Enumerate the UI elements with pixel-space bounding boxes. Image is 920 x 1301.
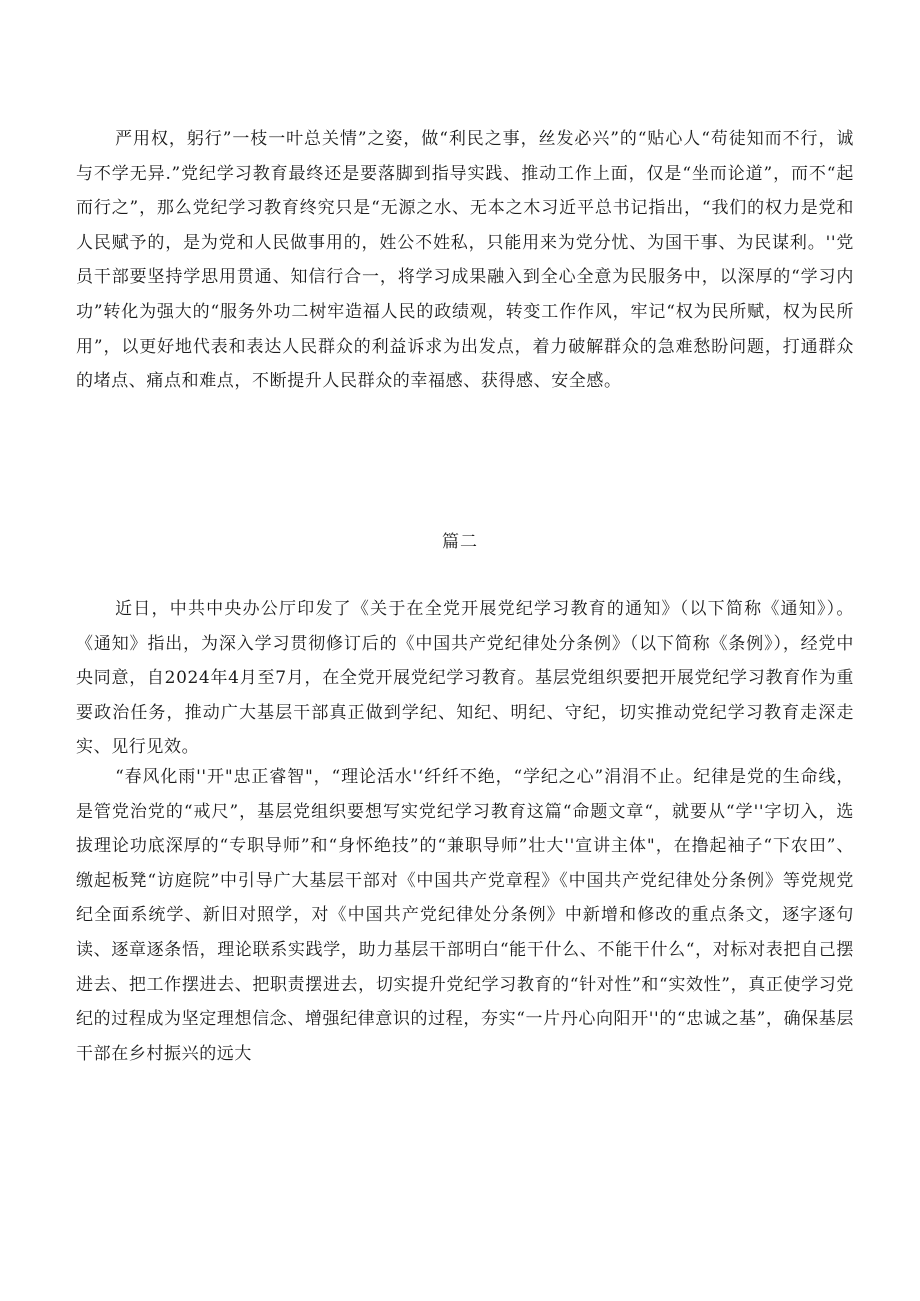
paragraph-continuation: 严用权，躬行”一枝一叶总关情”之姿，做“利民之事，丝发必兴”的“贴心人“苟徒知而不行，诚与不学无异.”党纪学习教育最终还是要落脚到指导实践、推动工作上面，仅是“坐而论道”，而不“起而行之”，那么党纪学习教育终究只是“无源之水、无本之木习近平总书记指出，“我们的权力是党和人民赋予的，是为党和人民做事用的，姓公不姓私，只能用来为党分忧、为国干事、为民谋利。''党员干部要坚持学思用贯通、知信行合一，将学习成果融入到全心全意为民服务中，以深厚的“学习内功”转化为强大的“服务外功二树牢造福人民的政绩观，转变工作作风，牢记“权为民所赋，权为民所用”，以更好地代表和表达人民群众的利益诉求为出发点，着力破解群众的急难愁盼问题，打通群众的堵点、痛点和难点，不断提升人民群众的幸福感、获得感、安全感。	[76, 129, 854, 392]
paragraph-notice: 近日，中共中央办公厅印发了《关于在全党开展党纪学习教育的通知》（以下简称《通知》）。《通知》指出，为深入学习贯彻修订后的《中国共产党纪律处分条例》（以下简称《条例》），经党中央同意，自2024年4月至7月，在全党开展党纪学习教育。基层党组织要把开展党纪学习教育作为重要政治任务，推动广大基层干部真正做到学纪、知纪、明纪、守纪，切实推动党纪学习教育走深走实、见行见效。	[76, 599, 854, 758]
paragraph-study: “春风化雨''开"忠正睿智"，“理论活水'‘纤纤不绝，“学纪之心”涓涓不止。纪律是党的生命线，是管党治党的“戒尺”，基层党组织要想写实党纪学习教育这篇“命题文章“，就要从“学''字切入，选拔理论功底深厚的“专职导师”和“身怀绝技”的“兼职导师”壮大''宣讲主体"，在撸起袖子“下农田”、缴起板凳“访庭院”中引导广大基层干部对《中国共产党章程》《中国共产党纪律处分条例》等党规党纪全面系统学、新旧对照学，对《中国共产党纪律处分条例》中新增和修改的重点条文，逐字逐句读、逐章逐条悟，理论联系实践学，助力基层干部明白“能干什么、不能干什么“，对标对表把自己摆进去、把工作摆进去、把职责摆进去，切实提升党纪学习教育的“针对性”和“实效性”，真正使学习党纪的过程成为坚定理想信念、增强纪律意识的过程，夯实“一片丹心向阳开''的“忠诚之基”，确保基层干部在乡村振兴的远大	[76, 767, 854, 1064]
section-title: 篇二	[442, 532, 478, 552]
